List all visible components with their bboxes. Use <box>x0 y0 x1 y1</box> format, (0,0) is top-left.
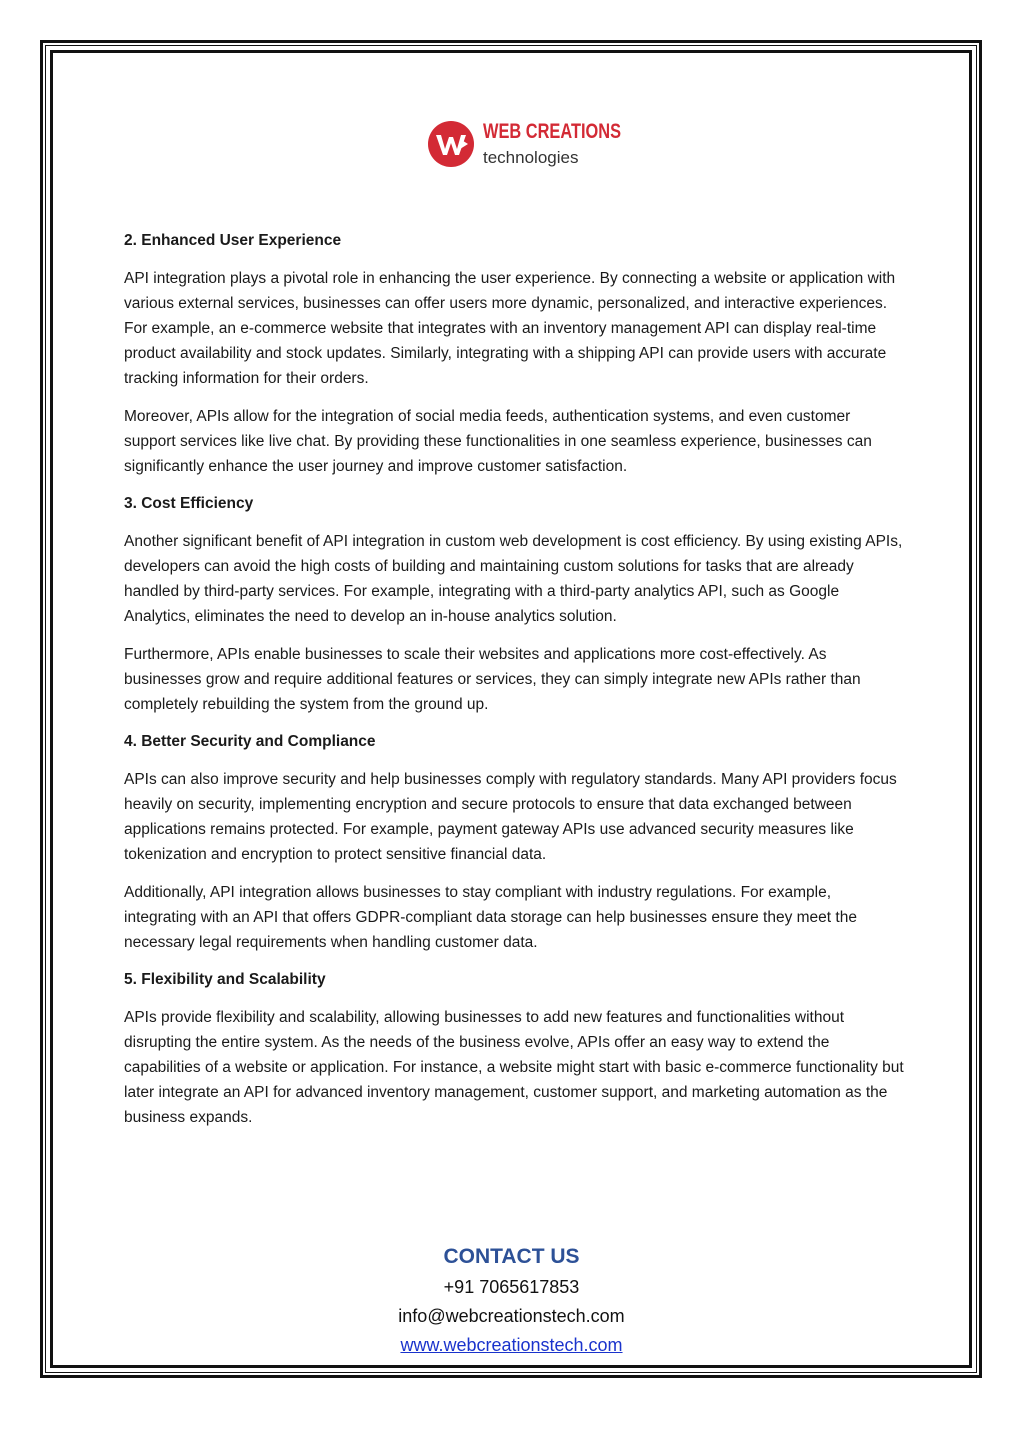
contact-email: info@webcreationstech.com <box>398 1306 625 1326</box>
contact-block <box>0 1241 1023 1360</box>
paragraph: Furthermore, APIs enable businesses to scale their websites and applications more cost-effectively. As businesses grow and require additional features or services, they can simply integrate new APIs rather than completely rebuilding the system from the ground up. <box>124 646 861 713</box>
logo-w-icon <box>427 120 475 168</box>
company-logo <box>427 120 627 172</box>
section-heading: 5. Flexibility and Scalability <box>124 971 326 988</box>
paragraph: APIs can also improve security and help businesses comply with regulatory standards. Many API providers focus heavily on security, implementing encryption and secure protocols to ensure that data exchanged between applications remains protected. For example, payment gateway APIs use advanced security measures like tokenization and encryption to protect sensitive financial data. <box>124 771 897 863</box>
section-cost-efficiency <box>124 492 904 717</box>
paragraph: Additionally, API integration allows businesses to stay compliant with industry regulations. For example, integrating with an API that offers GDPR-compliant data storage can help businesses ensure they meet the necessary legal requirements when handling customer data. <box>124 884 857 951</box>
section-enhanced-user-experience <box>124 229 904 479</box>
section-heading: 3. Cost Efficiency <box>124 495 254 512</box>
contact-title: CONTACT US <box>443 1245 580 1268</box>
paragraph: Another significant benefit of API integration in custom web development is cost efficiency. By using existing APIs, developers can avoid the high costs of building and maintaining custom solutions for tasks that are already handled by third-party services. For example, integrating with a third-party analytics API, such as Google Analytics, eliminates the need to develop an in-house analytics solution. <box>124 533 903 625</box>
section-heading: 2. Enhanced User Experience <box>124 232 342 249</box>
paragraph: Moreover, APIs allow for the integration of social media feeds, authentication systems, and even customer support services like live chat. By providing these functionalities in one seamless experience, businesses can significantly enhance the user journey and improve customer satisfaction. <box>124 408 872 475</box>
contact-phone: +91 7065617853 <box>443 1277 580 1297</box>
paragraph: APIs provide flexibility and scalability, allowing businesses to add new features and functionalities without disrupting the entire system. As the needs of the business evolve, APIs offer an easy way to extend the capabilities of a website or application. For instance, a website might start with basic e-commerce functionality but later integrate an API for advanced inventory management, customer support, and marketing automation as the business expands. <box>124 1009 904 1126</box>
section-security-compliance <box>124 730 904 955</box>
article-body <box>124 229 904 1143</box>
website-link[interactable]: www.webcreationstech.com <box>400 1335 623 1355</box>
section-flexibility-scalability <box>124 968 904 1130</box>
paragraph: API integration plays a pivotal role in enhancing the user experience. By connecting a website or application with various external services, businesses can offer users more dynamic, personalized, and interactive experiences. For example, an e-commerce website that integrates with an inventory management API can display real-time product availability and stock updates. Similarly, integrating with a shipping API can provide users with accurate tracking information for their orders. <box>124 270 896 387</box>
logo-name-line1: WEB CREATIONS <box>483 120 622 143</box>
logo-name-line2: technologies <box>483 148 579 167</box>
section-heading: 4. Better Security and Compliance <box>124 733 376 750</box>
